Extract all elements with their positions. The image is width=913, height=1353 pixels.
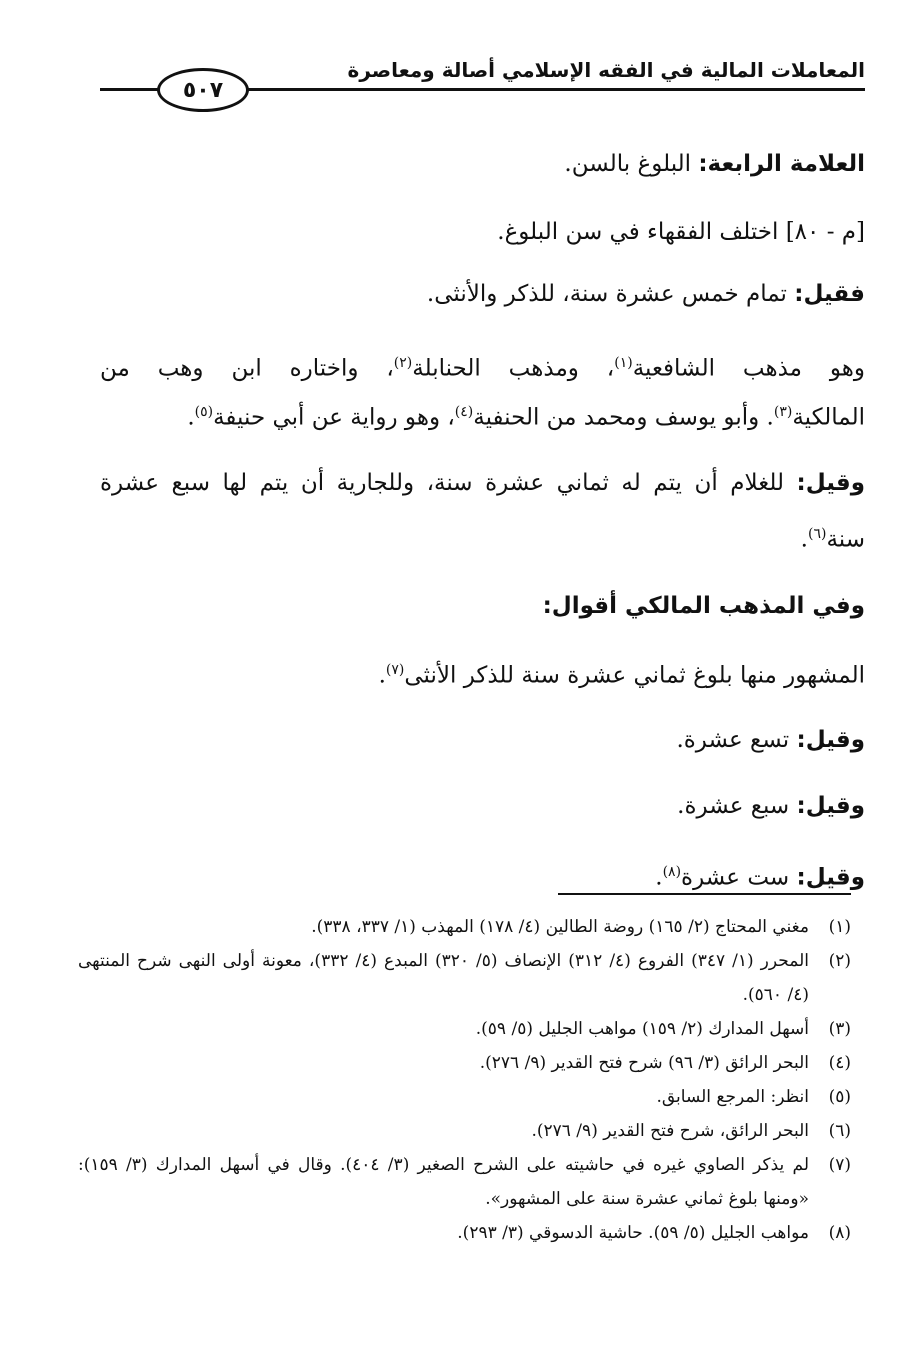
text-run: .	[378, 662, 386, 689]
text-run: سنة	[826, 526, 865, 553]
footnote-ref-5[interactable]: (٥)	[194, 404, 214, 420]
paragraph-lead: وفي المذهب المالكي أقوال:	[542, 593, 865, 619]
paragraph-maliki-famous	[100, 646, 865, 716]
footnote-text: أسهل المدارك (٢/ ١٥٩) مواهب الجليل (٥/ ٥٩).	[475, 1019, 809, 1039]
footnote-text: البحر الرائق (٣/ ٩٦) شرح فتح القدير (٩/ ٢٧٦).	[479, 1053, 809, 1073]
footnote-number: (٦)	[828, 1121, 851, 1141]
text-run: وهو مذهب الشافعية	[632, 355, 865, 382]
paragraph-lead: وقيل:	[796, 864, 865, 891]
text-run: .	[655, 864, 663, 891]
paragraph-opinion-19	[100, 716, 865, 782]
paragraph-lead: وقيل:	[796, 727, 865, 753]
footnote-ref-6[interactable]: (٦)	[807, 526, 827, 542]
footnote-text: مغني المحتاج (٢/ ١٦٥) روضة الطالين (٤/ ١٧٨) المهذب (١/ ٣٣٧، ٣٣٨).	[311, 917, 809, 937]
paragraph-schools-line-2	[100, 392, 865, 454]
footnote	[78, 1148, 851, 1216]
footnote-ref-3[interactable]: (٣)	[773, 404, 793, 420]
text-run: ست عشرة	[681, 864, 797, 891]
paragraph-text: تمام خمس عشرة سنة، للذكر والأنثى.	[426, 281, 795, 307]
footnote	[78, 1080, 851, 1114]
text-run: .	[800, 526, 808, 553]
footnote	[78, 1216, 851, 1250]
footnote-text: المحرر (١/ ٣٤٧) الفروع (٤/ ٣١٢) الإنصاف (٥/ ٣٢٠) المبدع (٤/ ٣٣٢)، معونة أولى النهى شرح المنتهى (٤/ ٥٦٠).	[78, 951, 809, 1005]
paragraph-lead: وقيل:	[796, 793, 865, 819]
footnote-text: البحر الرائق، شرح فتح القدير (٩/ ٢٧٦).	[531, 1121, 809, 1141]
footnote-number: (٥)	[828, 1087, 851, 1107]
footnote-ref-7[interactable]: (٧)	[385, 662, 405, 678]
footnote-number: (٢)	[828, 951, 851, 971]
footnote-text: مواهب الجليل (٥/ ٥٩). حاشية الدسوقي (٣/ ٢٩٣).	[457, 1223, 809, 1243]
paragraph-opinion-17	[100, 782, 865, 848]
footnote-ref-1[interactable]: (١)	[614, 355, 633, 371]
text-run: سبع عشرة.	[677, 793, 797, 819]
footnote	[78, 1046, 851, 1080]
text-run: المشهور منها بلوغ ثماني عشرة سنة للذكر الأنثى	[404, 662, 865, 689]
text-run: تسع عشرة.	[676, 727, 797, 753]
footnote	[78, 910, 851, 944]
text-run: .	[187, 404, 195, 431]
paragraph-lead: وقيل:	[796, 470, 865, 496]
paragraph-opinion-16	[100, 848, 865, 908]
footnote-text: لم يذكر الصاوي غيره في حاشيته على الشرح الصغير (٣/ ٤٠٤). وقال في أسهل المدارك (٣/ ١٥٩): «ومنها بلوغ ثماني عشرة سنة على المشهور».	[78, 1155, 809, 1209]
footnote-text: انظر: المرجع السابق.	[656, 1087, 809, 1107]
footnote	[78, 1012, 851, 1046]
text-run: ، وهو رواية عن أبي حنيفة	[213, 404, 455, 431]
paragraph-schools-line-1	[100, 334, 865, 392]
paragraph-fourth-sign	[100, 140, 865, 208]
paragraph-first-opinion	[100, 270, 865, 334]
footnote-number: (٧)	[828, 1155, 851, 1175]
paragraph-lead: فقيل:	[794, 281, 865, 307]
paragraph-lead: العلامة الرابعة:	[698, 151, 865, 177]
page-number-oval: ٥٠٧	[157, 68, 249, 112]
paragraph-second-opinion-line-2	[100, 512, 865, 582]
text-run: . وأبو يوسف ومحمد من الحنفية	[473, 404, 774, 431]
main-text	[100, 140, 865, 908]
paragraph-issue-80	[100, 208, 865, 270]
text-run: ، واختاره ابن وهب من	[100, 355, 394, 382]
running-header-title: المعاملات المالية في الفقه الإسلامي أصالة ومعاصرة	[347, 58, 865, 82]
paragraph-text: البلوغ بالسن.	[564, 151, 699, 177]
footnote-ref-4[interactable]: (٤)	[454, 404, 474, 420]
text-run: ، ومذهب الحنابلة	[412, 355, 615, 382]
footnote-number: (١)	[828, 917, 851, 937]
footnote	[78, 1114, 851, 1148]
paragraph-maliki-heading	[100, 582, 865, 646]
footnotes	[78, 910, 851, 1250]
footnote-number: (٨)	[828, 1223, 851, 1243]
footnote	[78, 944, 851, 1012]
text-run: للغلام أن يتم له ثماني عشرة سنة، وللجارية أن يتم لها سبع عشرة	[100, 470, 797, 496]
footnote-ref-8[interactable]: (٨)	[662, 864, 682, 880]
paragraph-second-opinion-line-1	[100, 454, 865, 512]
footnote-number: (٤)	[828, 1053, 851, 1073]
footnote-ref-2[interactable]: (٢)	[393, 355, 413, 371]
footnote-separator	[558, 893, 851, 895]
paragraph-text: [م - ٨٠] اختلف الفقهاء في سن البلوغ.	[497, 219, 865, 245]
text-run: المالكية	[792, 404, 865, 431]
footnote-number: (٣)	[828, 1019, 851, 1039]
